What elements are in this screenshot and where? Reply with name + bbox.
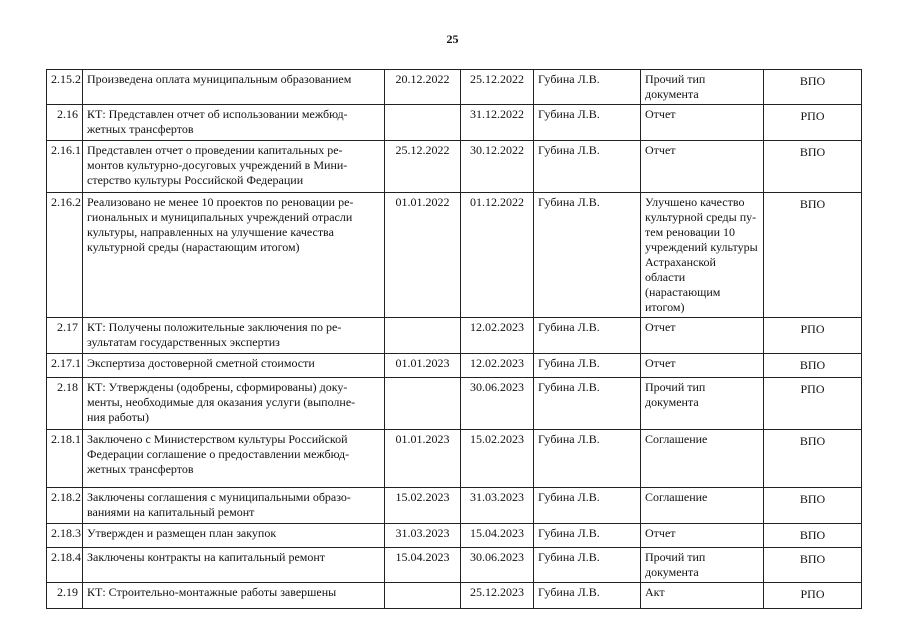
- row-end-date: 15.02.2023: [461, 430, 534, 488]
- page-number: 25: [446, 32, 459, 46]
- control-level-label: ВПО: [799, 528, 826, 542]
- row-responsible: Губина Л.В.: [534, 548, 641, 583]
- row-end-date: 12.02.2023: [461, 318, 534, 354]
- row-end-date: 25.12.2023: [461, 583, 534, 609]
- row-name: КТ: Утверждены (одобрены, сформированы) доку- менты, необходимые для оказания услуги (выполне- ния работы): [83, 378, 385, 430]
- row-number: 2.18.2: [47, 488, 83, 524]
- row-document-type: Отчет: [641, 354, 764, 378]
- row-start-date: 31.03.2023: [385, 524, 461, 548]
- table-row: [47, 488, 862, 524]
- row-number: 2.18.3: [47, 524, 83, 548]
- table-row: [47, 193, 862, 318]
- row-name: КТ: Получены положительные заключения по ре- зультатам государственных экспертиз: [83, 318, 385, 354]
- row-name: Реализовано не менее 10 проектов по реновации ре- гиональных и муниципальных учреждений отрасли культуры, направленных на улучшение качества культурной среды (нарастающим итогом): [83, 193, 385, 318]
- table-row: [47, 378, 862, 430]
- row-control-level: [764, 70, 862, 105]
- table-row: [47, 583, 862, 609]
- row-start-date: [385, 318, 461, 354]
- row-end-date: 30.06.2023: [461, 378, 534, 430]
- row-responsible: Губина Л.В.: [534, 105, 641, 141]
- table-row: [47, 354, 862, 378]
- row-responsible: Губина Л.В.: [534, 354, 641, 378]
- row-name: Произведена оплата муниципальным образованием: [83, 70, 385, 105]
- row-number: 2.19: [47, 583, 83, 609]
- row-responsible: Губина Л.В.: [534, 583, 641, 609]
- row-name: Заключены соглашения с муниципальными образо- ваниями на капитальный ремонт: [83, 488, 385, 524]
- row-control-level: [764, 583, 862, 609]
- row-start-date: 15.04.2023: [385, 548, 461, 583]
- row-control-level: [764, 430, 862, 488]
- row-number: 2.16.2: [47, 193, 83, 318]
- table-row: [47, 70, 862, 105]
- plan-table: [46, 69, 862, 609]
- row-responsible: Губина Л.В.: [534, 430, 641, 488]
- row-control-level: [764, 524, 862, 548]
- row-document-type: Соглашение: [641, 488, 764, 524]
- table-row: [47, 318, 862, 354]
- row-name: Представлен отчет о проведении капитальных ре- монтов культурно-досуговых учреждений в Мини- стерство культуры Российской Федерации: [83, 141, 385, 193]
- row-end-date: 25.12.2022: [461, 70, 534, 105]
- row-responsible: Губина Л.В.: [534, 524, 641, 548]
- row-responsible: Губина Л.В.: [534, 318, 641, 354]
- control-level-label: РПО: [800, 322, 825, 336]
- row-number: 2.17: [47, 318, 83, 354]
- row-control-level: [764, 548, 862, 583]
- row-responsible: Губина Л.В.: [534, 378, 641, 430]
- row-number: 2.17.1: [47, 354, 83, 378]
- row-start-date: [385, 378, 461, 430]
- row-start-date: 01.01.2022: [385, 193, 461, 318]
- plan-table-body: [47, 70, 862, 609]
- row-start-date: 25.12.2022: [385, 141, 461, 193]
- row-document-type: Отчет: [641, 141, 764, 193]
- table-row: [47, 141, 862, 193]
- control-level-label: ВПО: [799, 434, 826, 448]
- row-start-date: 01.01.2023: [385, 430, 461, 488]
- row-end-date: 12.02.2023: [461, 354, 534, 378]
- control-level-label: ВПО: [799, 358, 826, 372]
- row-responsible: Губина Л.В.: [534, 70, 641, 105]
- control-level-label: ВПО: [799, 74, 826, 88]
- control-level-label: РПО: [800, 109, 825, 123]
- row-document-type: Отчет: [641, 524, 764, 548]
- control-level-label: ВПО: [799, 552, 826, 566]
- row-end-date: 01.12.2022: [461, 193, 534, 318]
- row-end-date: 31.03.2023: [461, 488, 534, 524]
- row-name: КТ: Представлен отчет об использовании межбюд- жетных трансфертов: [83, 105, 385, 141]
- row-start-date: [385, 583, 461, 609]
- row-control-level: [764, 354, 862, 378]
- control-level-label: ВПО: [799, 145, 826, 159]
- row-document-type: Улучшено качество культурной среды пу- тем реновации 10 учреждений культуры Астраханской области (нарастающим итогом): [641, 193, 764, 318]
- row-control-level: [764, 378, 862, 430]
- table-row: [47, 548, 862, 583]
- row-name: Утвержден и размещен план закупок: [83, 524, 385, 548]
- row-number: 2.18: [47, 378, 83, 430]
- row-control-level: [764, 488, 862, 524]
- row-control-level: [764, 318, 862, 354]
- row-end-date: 30.12.2022: [461, 141, 534, 193]
- row-responsible: Губина Л.В.: [534, 141, 641, 193]
- row-start-date: 15.02.2023: [385, 488, 461, 524]
- control-level-label: ВПО: [799, 197, 826, 211]
- row-name: Заключено с Министерством культуры Российской Федерации соглашение о предоставлении межбюд- жетных трансфертов: [83, 430, 385, 488]
- row-control-level: [764, 141, 862, 193]
- row-document-type: Прочий тип документа: [641, 548, 764, 583]
- control-level-label: РПО: [800, 382, 825, 396]
- row-document-type: Прочий тип документа: [641, 378, 764, 430]
- table-row: [47, 524, 862, 548]
- row-start-date: 01.01.2023: [385, 354, 461, 378]
- row-name: Заключены контракты на капитальный ремонт: [83, 548, 385, 583]
- row-document-type: Акт: [641, 583, 764, 609]
- row-start-date: [385, 105, 461, 141]
- table-row: [47, 430, 862, 488]
- table-row: [47, 105, 862, 141]
- row-responsible: Губина Л.В.: [534, 193, 641, 318]
- row-number: 2.18.4: [47, 548, 83, 583]
- row-end-date: 30.06.2023: [461, 548, 534, 583]
- row-document-type: Отчет: [641, 105, 764, 141]
- row-responsible: Губина Л.В.: [534, 488, 641, 524]
- row-start-date: 20.12.2022: [385, 70, 461, 105]
- row-name: Экспертиза достоверной сметной стоимости: [83, 354, 385, 378]
- row-name: КТ: Строительно-монтажные работы завершены: [83, 583, 385, 609]
- row-end-date: 15.04.2023: [461, 524, 534, 548]
- row-number: 2.16.1: [47, 141, 83, 193]
- row-document-type: Соглашение: [641, 430, 764, 488]
- control-level-label: ВПО: [799, 492, 826, 506]
- row-end-date: 31.12.2022: [461, 105, 534, 141]
- row-control-level: [764, 193, 862, 318]
- row-document-type: Прочий тип документа: [641, 70, 764, 105]
- row-control-level: [764, 105, 862, 141]
- row-number: 2.16: [47, 105, 83, 141]
- row-number: 2.15.2: [47, 70, 83, 105]
- row-number: 2.18.1: [47, 430, 83, 488]
- control-level-label: РПО: [800, 587, 825, 601]
- row-document-type: Отчет: [641, 318, 764, 354]
